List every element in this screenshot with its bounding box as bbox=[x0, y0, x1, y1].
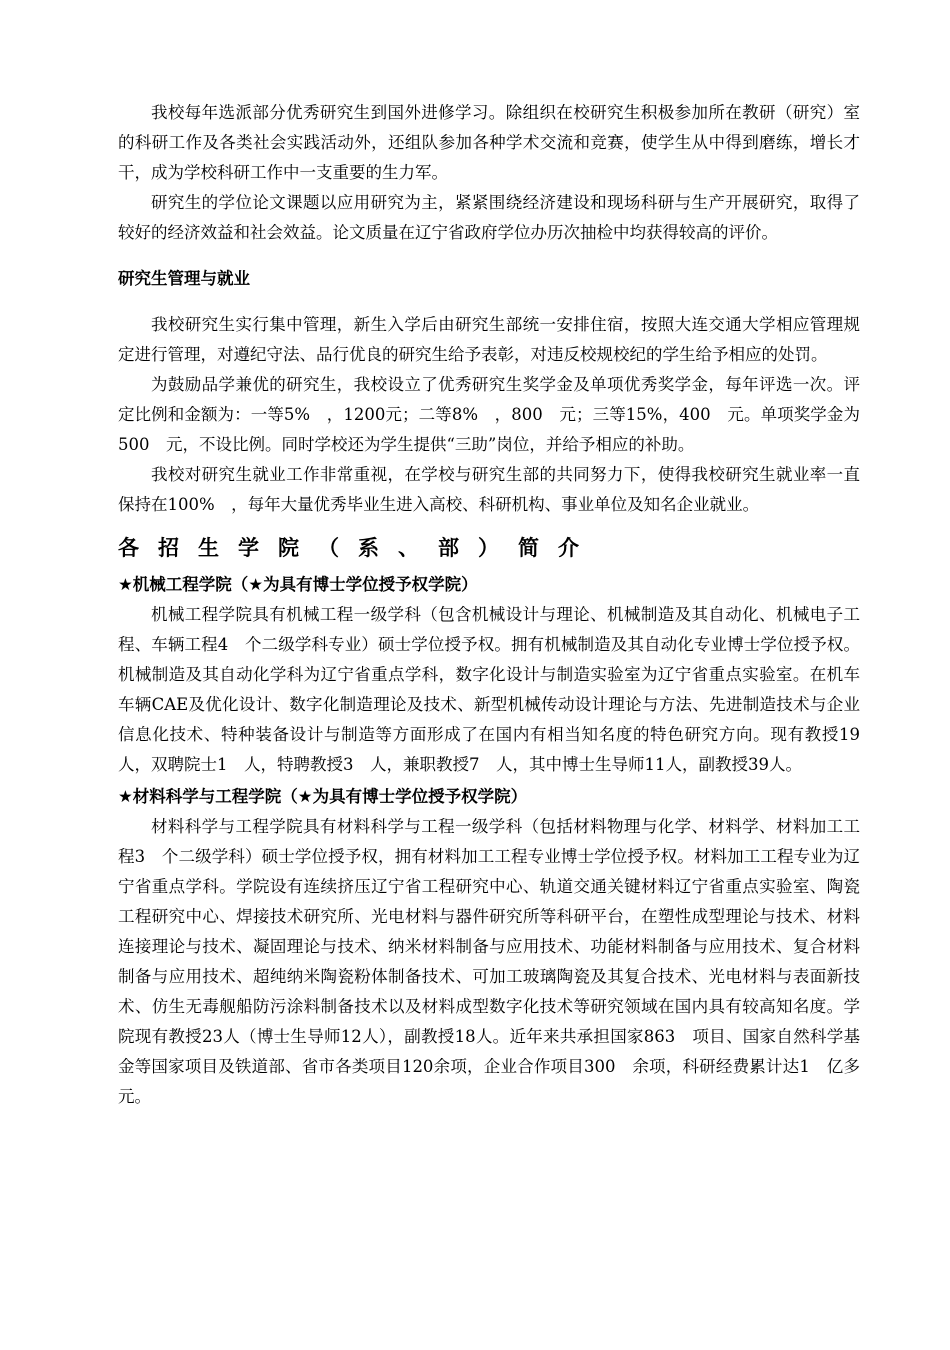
college-heading-materials: ★材料科学与工程学院（★为具有博士学位授予权学院） bbox=[118, 787, 528, 806]
intro-paragraph-1: 我校每年选派部分优秀研究生到国外进修学习。除组织在校研究生积极参加所在教研（研究）室的科研工作及各类社会实践活动外，还组队参加各种学术交流和竞赛，使学生从中得到磨练，增长才干，成为学校科研工作中一支重要的生力军。 bbox=[118, 103, 860, 182]
document-page bbox=[118, 98, 860, 1112]
management-paragraph-1: 我校研究生实行集中管理，新生入学后由研究生部统一安排住宿，按照大连交通大学相应管理规定进行管理，对遵纪守法、品行优良的研究生给予表彰，对违反校规校纪的学生给予相应的处罚。 bbox=[118, 315, 860, 364]
management-heading: 研究生管理与就业 bbox=[118, 269, 250, 288]
management-paragraph-2: 为鼓励品学兼优的研究生，我校设立了优秀研究生奖学金及单项优秀奖学金，每年评选一次。评定比例和金额为：一等5% ，1200元；二等8% ，800 元；三等15%，400 元。单项奖学金为500 元，不设比例。同时学校还为学生提供“三助”岗位，并给予相应的补助。 bbox=[118, 375, 860, 454]
colleges-section-title: 各招生学院（系、部）简介 bbox=[118, 536, 598, 560]
college-heading-mechanical: ★机械工程学院（★为具有博士学位授予权学院） bbox=[118, 575, 478, 594]
management-paragraph-3: 我校对研究生就业工作非常重视，在学校与研究生部的共同努力下，使得我校研究生就业率一直保持在100% ，每年大量优秀毕业生进入高校、科研机构、事业单位及知名企业就业。 bbox=[118, 465, 860, 514]
college-paragraph-mechanical: 机械工程学院具有机械工程一级学科（包含机械设计与理论、机械制造及其自动化、机械电子工程、车辆工程4 个二级学科专业）硕士学位授予权。拥有机械制造及其自动化专业博士学位授予权。机械制造及其自动化学科为辽宁省重点学科，数字化设计与制造实验室为辽宁省重点实验室。在机车车辆CAE及优化设计、数字化制造理论及技术、新型机械传动设计理论与方法、先进制造技术与企业信息化技术、特种装备设计与制造等方面形成了在国内有相当知名度的特色研究方向。现有教授19人，双聘院士1 人，特聘教授3 人，兼职教授7 人，其中博士生导师11人，副教授39人。 bbox=[118, 605, 860, 774]
college-paragraph-materials: 材料科学与工程学院具有材料科学与工程一级学科（包括材料物理与化学、材料学、材料加工工程3 个二级学科）硕士学位授予权，拥有材料加工工程专业博士学位授予权。材料加工工程专业为辽宁省重点学科。学院设有连续挤压辽宁省工程研究中心、轨道交通关键材料辽宁省重点实验室、陶瓷工程研究中心、焊接技术研究所、光电材料与器件研究所等科研平台，在塑性成型理论与技术、材料连接理论与技术、凝固理论与技术、纳米材料制备与应用技术、功能材料制备与应用技术、复合材料制备与应用技术、超纯纳米陶瓷粉体制备技术、可加工玻璃陶瓷及其复合技术、光电材料与表面新技术、仿生无毒舰船防污涂料制备技术以及材料成型数字化技术等研究领域在国内具有较高知名度。学院现有教授23人（博士生导师12人），副教授18人。近年来共承担国家863 项目、国家自然科学基金等国家项目及铁道部、省市各类项目120余项，企业合作项目300 余项，科研经费累计达1 亿多元。 bbox=[118, 817, 860, 1106]
intro-paragraph-2: 研究生的学位论文课题以应用研究为主，紧紧围绕经济建设和现场科研与生产开展研究，取得了较好的经济效益和社会效益。论文质量在辽宁省政府学位办历次抽检中均获得较高的评价。 bbox=[118, 193, 860, 242]
